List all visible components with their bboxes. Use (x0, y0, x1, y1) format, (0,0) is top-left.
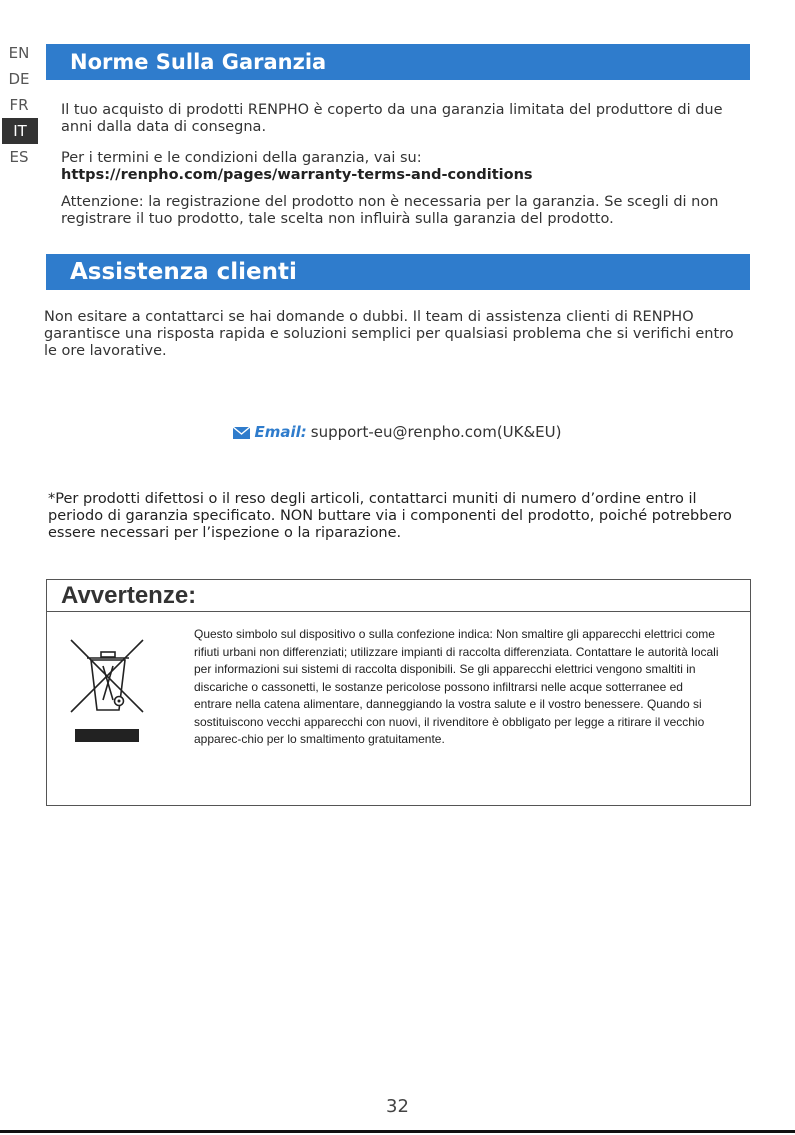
warranty-terms-paragraph (61, 150, 751, 184)
registration-note: Attenzione: la registrazione del prodotto non è necessaria per la garanzia. Se scegli di non registrare il tuo prodotto, tale scelta non influirà sulla garanzia del prodotto. (61, 194, 719, 227)
support-paragraph: Non esitare a contattarci se hai domande o dubbi. Il team di assistenza clienti di RENPHO garantisce una risposta rapida e soluzioni semplici per qualsiasi problema che si verifichi entro le ore lavorative. (44, 309, 734, 359)
warranty-terms-intro: Per i termini e le condizioni della garanzia, vai su: (61, 150, 422, 166)
email-row (0, 423, 795, 441)
warranty-paragraph: Il tuo acquisto di prodotti RENPHO è coperto da una garanzia limitata del produttore di due anni dalla data di consegna. (61, 102, 723, 135)
weee-crossed-bin-icon (67, 638, 147, 744)
warranty-heading: Norme Sulla Garanzia (46, 44, 750, 80)
warning-heading: Avvertenze: (47, 580, 750, 612)
lang-tab-it[interactable]: IT (2, 118, 38, 144)
lang-tab-es[interactable]: ES (9, 148, 29, 166)
defective-products-note: *Per prodotti difettosi o il reso degli articoli, contattarci muniti di numero d’ordine entro il periodo di garanzia specificato. NON buttare via i componenti del prodotto, poiché potrebbero essere necessari per l’ispezione o la riparazione. (48, 491, 732, 541)
warning-text: Questo simbolo sul dispositivo o sulla confezione indica: Non smaltire gli apparecchi elettrici come rifiuti urbani non differenziati; utilizzare impianti di raccolta differenziata. Contattare le autorità locali per informazioni sui sistemi di raccolta disponibili. Se gli apparecchi elettrici vengono smaltiti in discariche o cassonetti, le sostanze pericolose possono infiltrarsi nelle acque sotterranee ed entrare nella catena alimentare, danneggiando la vostra salute e il vostro benessere. Quando si sostituiscono vecchi apparecchi con nuovi, il rivenditore è obbligato per legge a ritirare il vecchio apparec-chio per lo smaltimento gratuitamente. (194, 627, 719, 746)
lang-tab-de[interactable]: DE (8, 70, 30, 88)
page-number: 32 (386, 1096, 409, 1117)
warranty-terms-link[interactable]: https://renpho.com/pages/warranty-terms-and-conditions (61, 167, 533, 183)
language-tabs (0, 40, 40, 170)
email-address[interactable]: support-eu@renpho.com(UK&EU) (310, 423, 562, 441)
lang-tab-en[interactable]: EN (8, 44, 30, 62)
email-label: Email: (254, 423, 307, 441)
mail-icon (233, 427, 250, 439)
support-heading: Assistenza clienti (46, 254, 750, 290)
lang-tab-fr[interactable]: FR (9, 96, 29, 114)
bottom-rule (0, 1130, 795, 1133)
warning-box (46, 579, 751, 806)
